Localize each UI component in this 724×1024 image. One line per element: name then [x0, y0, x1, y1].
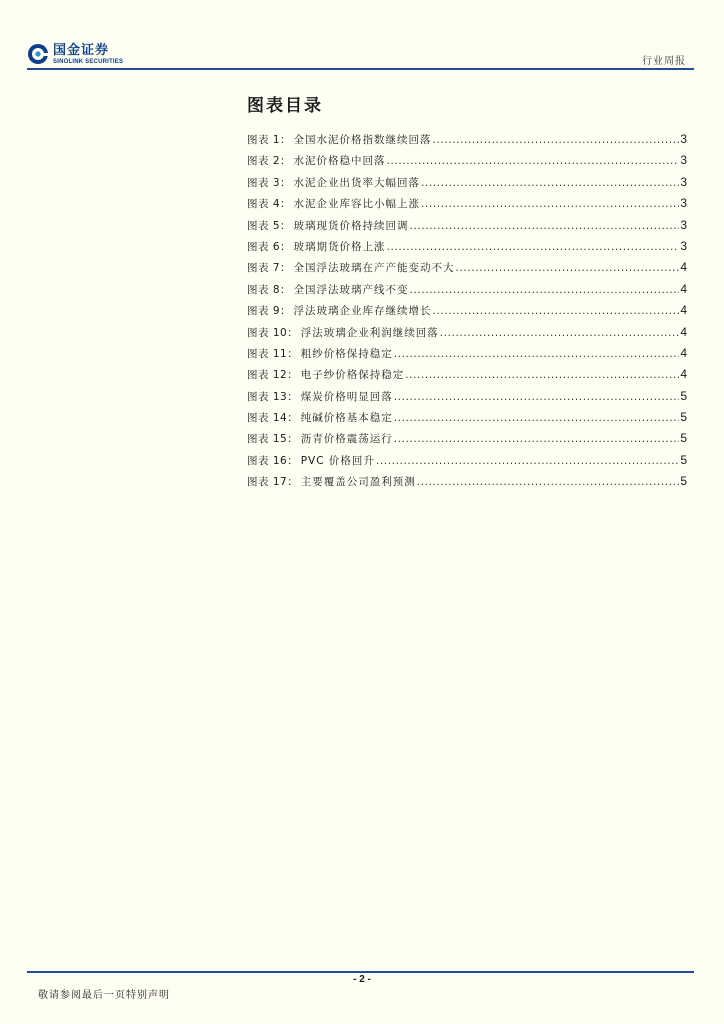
toc-entry-page: 3: [680, 217, 687, 232]
toc-entry[interactable]: [247, 303, 687, 324]
toc-entry-leader-dots: [394, 348, 680, 360]
toc-entry-separator: ：: [287, 390, 298, 403]
toc-entry[interactable]: [247, 218, 687, 239]
toc-entry-separator: ：: [280, 240, 291, 253]
toc-entry-separator: ：: [280, 305, 291, 318]
toc-entry-page: 3: [680, 132, 687, 146]
toc-entry-page: 5: [680, 410, 687, 425]
toc-entry[interactable]: [247, 196, 687, 217]
toc-entry-separator: ：: [280, 198, 291, 211]
toc-entry[interactable]: [247, 474, 687, 495]
toc-entry-separator: ：: [287, 347, 298, 360]
toc-entry-separator: ：: [287, 454, 298, 467]
toc-entry-title: 电子纱价格保持稳定: [300, 369, 405, 382]
toc-entry-label: 图表 13: [247, 390, 288, 403]
toc-entry[interactable]: [247, 325, 687, 346]
toc-entry-leader-dots: [376, 455, 679, 467]
toc-entry-title: 全国浮法玻璃产线不变: [293, 283, 409, 296]
toc-entry-label: 图表 4: [247, 198, 281, 211]
toc-entry-page: 4: [680, 367, 687, 382]
toc-entry-title: 粗纱价格保持稳定: [300, 347, 393, 360]
disclaimer-text: 敬请参阅最后一页特别声明: [38, 990, 170, 1001]
toc-entry-page: 3: [680, 196, 687, 211]
toc-entry-label: 图表 12: [247, 369, 288, 382]
toc-entry-label: 图表 2: [247, 155, 281, 168]
sinolink-logo-icon: [27, 43, 49, 65]
toc-entry-leader-dots: [410, 220, 680, 232]
toc-entry-page: 5: [680, 452, 687, 467]
toc-entry-title: 浮法玻璃企业库存继续增长: [293, 305, 432, 318]
toc-entry-separator: ：: [287, 326, 298, 339]
toc-entry-leader-dots: [421, 177, 679, 189]
toc-entry-separator: ：: [280, 283, 291, 296]
toc-entry-label: 图表 7: [247, 262, 281, 275]
toc-entry-page: 5: [680, 388, 687, 403]
toc-entry-title: 纯碱价格基本稳定: [300, 412, 393, 425]
toc-entry-separator: ：: [280, 134, 291, 146]
toc-entry-separator: ：: [287, 412, 298, 425]
toc-entry-page: 4: [680, 260, 687, 275]
toc-entry[interactable]: [247, 282, 687, 303]
toc-entry-leader-dots: [394, 412, 680, 424]
toc-entry[interactable]: [247, 453, 687, 474]
header-divider: [27, 68, 694, 70]
toc-entry-leader-dots: [421, 198, 679, 210]
toc-title: 图表目录: [247, 96, 323, 116]
toc-entry-title: PVC 价格回升: [300, 454, 375, 467]
toc-entry-title: 全国水泥价格指数继续回落: [293, 134, 432, 146]
toc-entry-leader-dots: [387, 155, 680, 167]
toc-entry-title: 沥青价格震荡运行: [300, 433, 393, 446]
toc-entry-leader-dots: [394, 433, 680, 445]
toc-entry-leader-dots: [440, 327, 680, 339]
toc-entry-title: 玻璃现货价格持续回调: [293, 219, 409, 232]
toc-list: [247, 132, 687, 496]
toc-entry-title: 水泥企业出货率大幅回落: [293, 176, 421, 189]
toc-entry-page: 4: [680, 324, 687, 339]
toc-entry-separator: ：: [280, 176, 291, 189]
toc-entry-leader-dots: [433, 134, 680, 146]
toc-entry-label: 图表 1: [247, 134, 281, 146]
table-of-figures: [247, 94, 687, 496]
toc-entry-separator: ：: [280, 155, 291, 168]
toc-entry-separator: ：: [280, 219, 291, 232]
toc-entry-leader-dots: [410, 284, 680, 296]
toc-entry-title: 主要覆盖公司盈利预测: [300, 476, 416, 489]
toc-entry-page: 5: [680, 474, 687, 489]
toc-entry-label: 图表 11: [247, 347, 288, 360]
toc-entry[interactable]: [247, 410, 687, 431]
toc-entry[interactable]: [247, 132, 687, 153]
toc-entry-leader-dots: [417, 476, 680, 488]
toc-entry-label: 图表 6: [247, 240, 281, 253]
toc-entry-page: 4: [680, 345, 687, 360]
toc-entry-page: 3: [680, 174, 687, 189]
toc-entry-label: 图表 15: [247, 433, 288, 446]
toc-entry-leader-dots: [394, 391, 680, 403]
toc-entry-leader-dots: [433, 305, 680, 317]
toc-entry-label: 图表 16: [247, 454, 288, 467]
toc-entry-label: 图表 3: [247, 176, 281, 189]
page-header: [27, 40, 694, 70]
toc-entry-separator: ：: [280, 262, 291, 275]
toc-entry[interactable]: [247, 260, 687, 281]
toc-entry-page: 3: [680, 238, 687, 253]
toc-entry-title: 全国浮法玻璃在产产能变动不大: [293, 262, 455, 275]
toc-entry-title: 水泥价格稳中回落: [293, 155, 386, 168]
toc-entry[interactable]: [247, 153, 687, 174]
toc-entry-page: 5: [680, 431, 687, 446]
toc-entry-page: 3: [680, 153, 687, 168]
toc-entry-leader-dots: [387, 241, 680, 253]
toc-entry[interactable]: [247, 389, 687, 410]
toc-entry[interactable]: [247, 239, 687, 260]
toc-entry-title: 玻璃期货价格上涨: [293, 240, 386, 253]
toc-entry-title: 煤炭价格明显回落: [300, 390, 393, 403]
toc-entry-title: 浮法玻璃企业利润继续回落: [300, 326, 439, 339]
toc-entry-label: 图表 8: [247, 283, 281, 296]
footer-divider: [27, 971, 694, 973]
company-logo: [27, 40, 123, 68]
toc-entry-separator: ：: [287, 433, 298, 446]
toc-entry-page: 4: [680, 281, 687, 296]
toc-entry[interactable]: [247, 346, 687, 367]
toc-entry-label: 图表 10: [247, 326, 288, 339]
toc-entry[interactable]: [247, 431, 687, 452]
page-number: - 2 -: [353, 974, 371, 985]
toc-entry[interactable]: [247, 367, 687, 388]
logo-chinese-name: 国金证券: [53, 42, 110, 58]
toc-entry-label: 图表 9: [247, 305, 281, 318]
toc-entry[interactable]: [247, 175, 687, 196]
toc-entry-label: 图表 5: [247, 219, 281, 232]
toc-entry-title: 水泥企业库容比小幅上涨: [293, 198, 421, 211]
toc-entry-label: 图表 17: [247, 476, 288, 489]
toc-entry-label: 图表 14: [247, 412, 288, 425]
toc-entry-leader-dots: [405, 369, 679, 381]
toc-entry-page: 4: [680, 303, 687, 318]
toc-entry-separator: ：: [287, 369, 298, 382]
toc-entry-leader-dots: [456, 262, 680, 274]
toc-entry-separator: ：: [287, 476, 298, 489]
report-type: 行业周报: [642, 56, 686, 67]
logo-english-name: SINOLINK SECURITIES: [53, 58, 124, 65]
